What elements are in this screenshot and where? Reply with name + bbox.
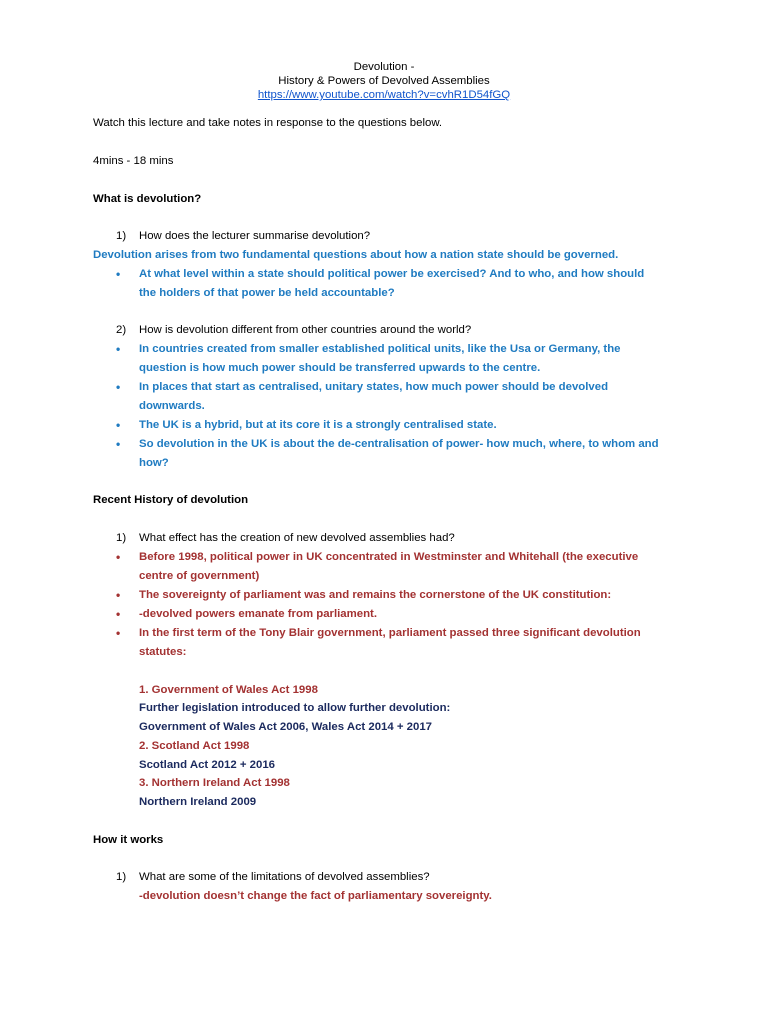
bullet-icon: •	[116, 550, 121, 564]
bullet-icon: •	[116, 342, 121, 356]
bullet-text: In countries created from smaller established political units, like the Usa or Germany, the	[139, 343, 621, 355]
question-number: 1)	[116, 532, 127, 544]
document-title: Devolution -	[353, 61, 415, 73]
bullet-text-continued: the holders of that power be held accountable?	[139, 287, 395, 299]
instruction-text: Watch this lecture and take notes in response to the questions below.	[93, 117, 443, 129]
answer-text: Devolution arises from two fundamental questions about how a nation state should be governed.	[93, 249, 619, 261]
bullet-text-continued: question is how much power should be transferred upwards to the centre.	[139, 362, 541, 374]
question-number: 1)	[116, 871, 127, 883]
bullet-text: Before 1998, political power in UK concentrated in Westminster and Whitehall (the executive	[139, 551, 639, 563]
timing-text: 4mins - 18 mins	[93, 155, 174, 167]
act-line: 1. Government of Wales Act 1998	[139, 684, 318, 696]
bullet-text-continued: centre of government)	[139, 570, 260, 582]
bullet-text: At what level within a state should political power be exercised? And to who, and how should	[139, 268, 645, 280]
answer-text: -devolution doesn’t change the fact of parliamentary sovereignty.	[139, 890, 492, 902]
bullet-icon: •	[116, 626, 121, 640]
section-heading-how-it-works: How it works	[93, 834, 164, 846]
act-line: 3. Northern Ireland Act 1998	[139, 777, 290, 789]
question-number: 1)	[116, 230, 127, 242]
question-number: 2)	[116, 324, 127, 336]
question-text: How does the lecturer summarise devolution?	[139, 230, 371, 242]
question-text: What effect has the creation of new devolved assemblies had?	[139, 532, 455, 544]
bullet-text-continued: how?	[139, 457, 169, 469]
bullet-text-continued: statutes:	[139, 646, 187, 658]
bullet-icon: •	[116, 588, 121, 602]
bullet-text: In the first term of the Tony Blair government, parliament passed three significant devolution	[139, 627, 641, 639]
act-line: Scotland Act 2012 + 2016	[139, 759, 276, 771]
section-heading-what-is-devolution: What is devolution?	[93, 193, 202, 205]
bullet-text: In places that start as centralised, unitary states, how much power should be devolved	[139, 381, 609, 393]
bullet-icon: •	[116, 437, 121, 451]
act-line: 2. Scotland Act 1998	[139, 740, 250, 752]
bullet-icon: •	[116, 267, 121, 281]
video-link-wrapper	[0, 86, 768, 105]
bullet-icon: •	[116, 418, 121, 432]
act-line: Further legislation introduced to allow further devolution:	[139, 702, 451, 714]
section-heading-recent-history: Recent History of devolution	[93, 494, 249, 506]
document-subtitle: History & Powers of Devolved Assemblies	[278, 75, 490, 87]
act-line: Northern Ireland 2009	[139, 796, 257, 808]
bullet-text: The sovereignty of parliament was and remains the cornerstone of the UK constitution:	[139, 589, 612, 601]
bullet-text: The UK is a hybrid, but at its core it is a strongly centralised state.	[139, 419, 497, 431]
question-text: What are some of the limitations of devolved assemblies?	[139, 871, 430, 883]
bullet-text: So devolution in the UK is about the de-centralisation of power- how much, where, to whom and	[139, 438, 659, 450]
bullet-icon: •	[116, 607, 121, 621]
bullet-text: -devolved powers emanate from parliament.	[139, 608, 378, 620]
video-link[interactable]: https://www.youtube.com/watch?v=cvhR1D54fGQ	[257, 89, 511, 101]
question-text: How is devolution different from other countries around the world?	[139, 324, 472, 336]
act-line: Government of Wales Act 2006, Wales Act 2014 + 2017	[139, 721, 433, 733]
bullet-text-continued: downwards.	[139, 400, 205, 412]
bullet-icon: •	[116, 380, 121, 394]
